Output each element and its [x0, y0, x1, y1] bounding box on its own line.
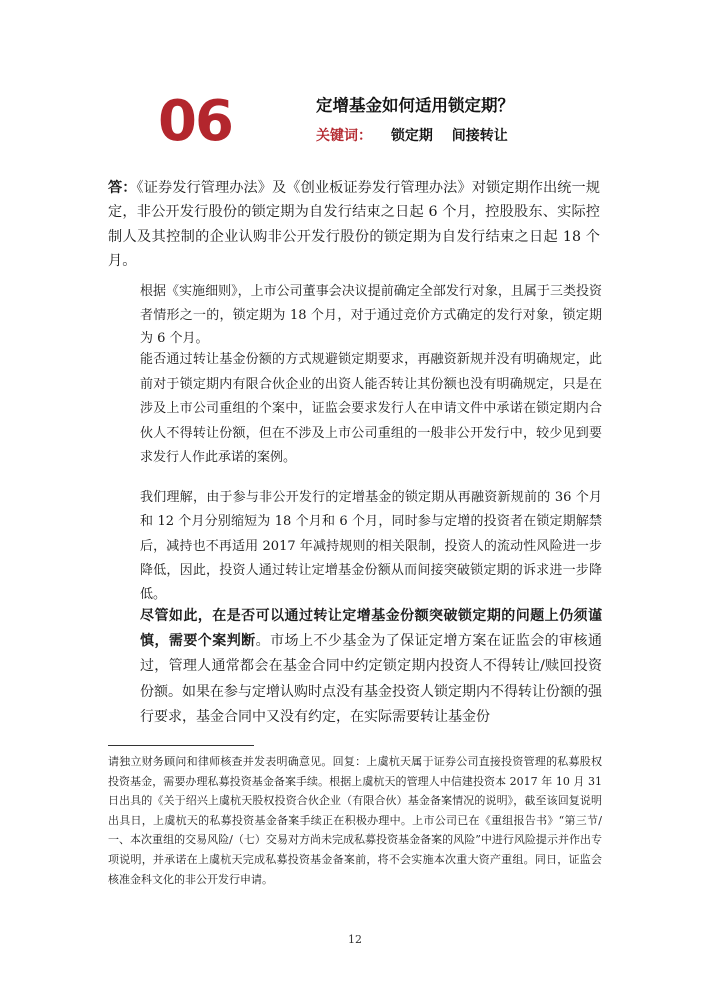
paragraph-fund-share-transfer: 能否通过转让基金份额的方式规避锁定期要求，再融资新规并没有明确规定，此前对于锁定期内有限合伙企业的出资人能否转让其份额也没有明确规定，只是在涉及上市公司重组的个案中，证监会要求发行人在申请文件中承诺在锁定期内合伙人不得转让份额，但在不涉及上市公司重组的一般非公开发行中，较少见到要求发行人作此承诺的案例。	[140, 352, 602, 465]
answer-label: 答：	[108, 180, 137, 196]
paragraph-our-understanding: 我们理解，由于参与非公开发行的定增基金的锁定期从再融资新规前的 36 个月和 12 个月分别缩短为 18 个月和 6 个月，同时参与定增的投资者在锁定期解禁后，减持也不再适用 2017 年减持规则的相关限制，投资人的流动性风险进一步降低，因此，投资人通过转让定增基金份额从而间接突破锁定期的诉求进一步降低。	[140, 490, 602, 603]
caution-bold-lead: 尽管如此，在是否可以通过转让定增基金份额突破锁定期的问题上仍须谨慎，需要个案判断	[140, 608, 602, 650]
page-number: 12	[348, 933, 362, 946]
answer-paragraph	[108, 176, 600, 273]
caution-rest: 。市场上不少基金为了保证定增方案在证监会的审核通过，管理人通常都会在基金合同中约定锁定期内投资人不得转让/赎回投资份额。如果在参与定增认购时点没有基金投资人锁定期内不得转让份额的强行要求，基金合同中又没有约定，在实际需要转让基金份	[140, 633, 603, 725]
section-header	[0, 0, 710, 160]
section-number: 06	[158, 89, 232, 154]
keywords-label: 关键词：	[316, 128, 372, 144]
question-title: 定增基金如何适用锁定期？	[316, 96, 514, 115]
keyword-lock-up-period: 锁定期	[390, 128, 433, 144]
footnote-divider	[108, 745, 254, 746]
paragraph-caution	[140, 604, 602, 730]
keyword-indirect-transfer: 间接转让	[451, 128, 508, 144]
answer-text: 《证券发行管理办法》及《创业板证券发行管理办法》对锁定期作出统一规定，非公开发行股份的锁定期为自发行结束之日起 6 个月，控股股东、实际控制人及其控制的企业认购非公开发行股份的锁定期为自发行结束之日起 18 个月。	[108, 180, 600, 269]
keywords-row	[316, 126, 508, 146]
footnote-text: 请独立财务顾问和律师核查并发表明确意见。回复：上虞杭天属于证券公司直接投资管理的私募股权投资基金，需要办理私募投资基金备案手续。根据上虞杭天的管理人中信建投资本 2017 年 10 月 31 日出具的《关于绍兴上虞杭天股权投资合伙企业（有限合伙）基金备案情况的说明》，截至该回复说明出具日，上虞杭天的私募投资基金备案手续正在积极办理中。上市公司已在《重组报告书》“第三节/一、本次重组的交易风险/（七）交易对方尚未完成私募投资基金备案的风险”中进行风险提示并作出专项说明，并承诺在上虞杭天完成私募投资基金备案前，将不会实施本次重大资产重组。同日，证监会核准金科文化的非公开发行申请。	[108, 755, 602, 886]
paragraph-implementation-rules: 根据《实施细则》，上市公司董事会决议提前确定全部发行对象，且属于三类投资者情形之一的，锁定期为 18 个月，对于通过竞价方式确定的发行对象，锁定期为 6 个月。	[140, 284, 602, 347]
